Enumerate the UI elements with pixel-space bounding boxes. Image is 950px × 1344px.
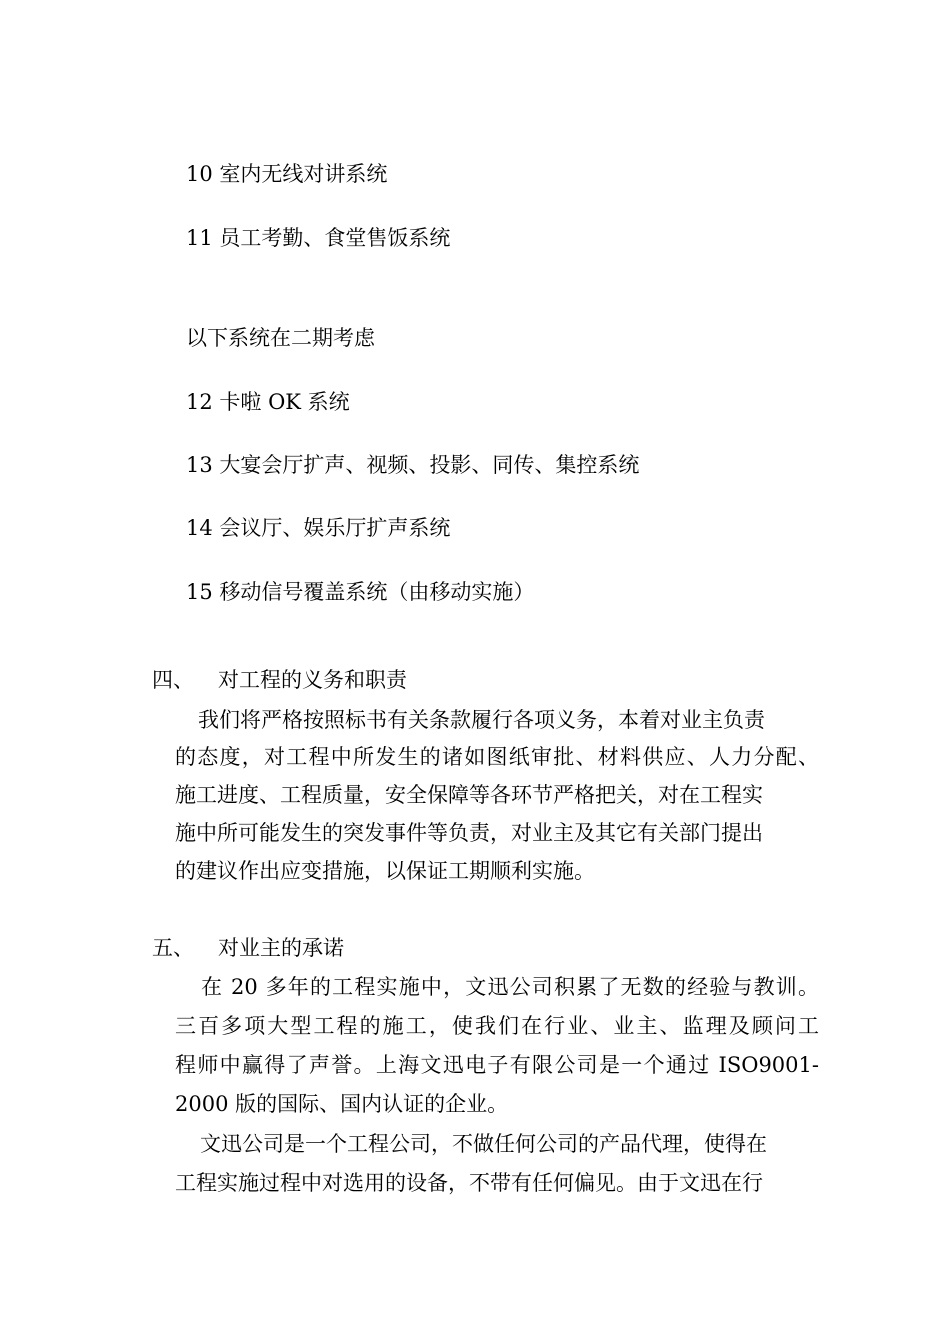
section5-para1-line: 在 20 多年的工程实施中，文迅公司积累了无数的经验与教训。 <box>201 975 819 999</box>
section4-line: 的建议作出应变措施，以保证工期顺利实施。 <box>175 859 595 883</box>
section4-line: 我们将严格按照标书有关条款履行各项义务，本着对业主负责 <box>198 708 765 732</box>
section4-line: 施工进度、工程质量，安全保障等各环节严格把关，对在工程实 <box>175 783 763 807</box>
section4-line: 的态度，对工程中所发生的诸如图纸审批、材料供应、人力分配、 <box>175 745 819 769</box>
section4-title: 对工程的义务和职责 <box>218 668 407 692</box>
section5-para1-line: 三百多项大型工程的施工，使我们在行业、业主、监理及顾问工 <box>175 1014 819 1038</box>
section4-line: 施中所可能发生的突发事件等负责，对业主及其它有关部门提出 <box>175 821 763 845</box>
list-item: 13 大宴会厅扩声、视频、投影、同传、集控系统 <box>186 453 640 477</box>
section4-number: 四、 <box>152 668 194 692</box>
section5-para1-line: 2000 版的国际、国内认证的企业。 <box>175 1092 509 1116</box>
section5-para2-line: 文迅公司是一个工程公司，不做任何公司的产品代理，使得在 <box>200 1132 767 1156</box>
list-item: 11 员工考勤、食堂售饭系统 <box>186 226 451 250</box>
list-item: 12 卡啦 OK 系统 <box>186 390 350 414</box>
list-item: 14 会议厅、娱乐厅扩声系统 <box>186 516 451 540</box>
section5-para1-line: 程师中赢得了声誉。上海文迅电子有限公司是一个通过 ISO9001- <box>175 1053 819 1077</box>
section5-para2-line: 工程实施过程中对选用的设备，不带有任何偏见。由于文迅在行 <box>175 1171 763 1195</box>
section5-title: 对业主的承诺 <box>218 936 344 960</box>
section5-number: 五、 <box>152 936 194 960</box>
list-item: 10 室内无线对讲系统 <box>186 162 388 186</box>
list-item: 15 移动信号覆盖系统（由移动实施） <box>186 580 535 604</box>
phase2-heading: 以下系统在二期考虑 <box>186 326 375 350</box>
